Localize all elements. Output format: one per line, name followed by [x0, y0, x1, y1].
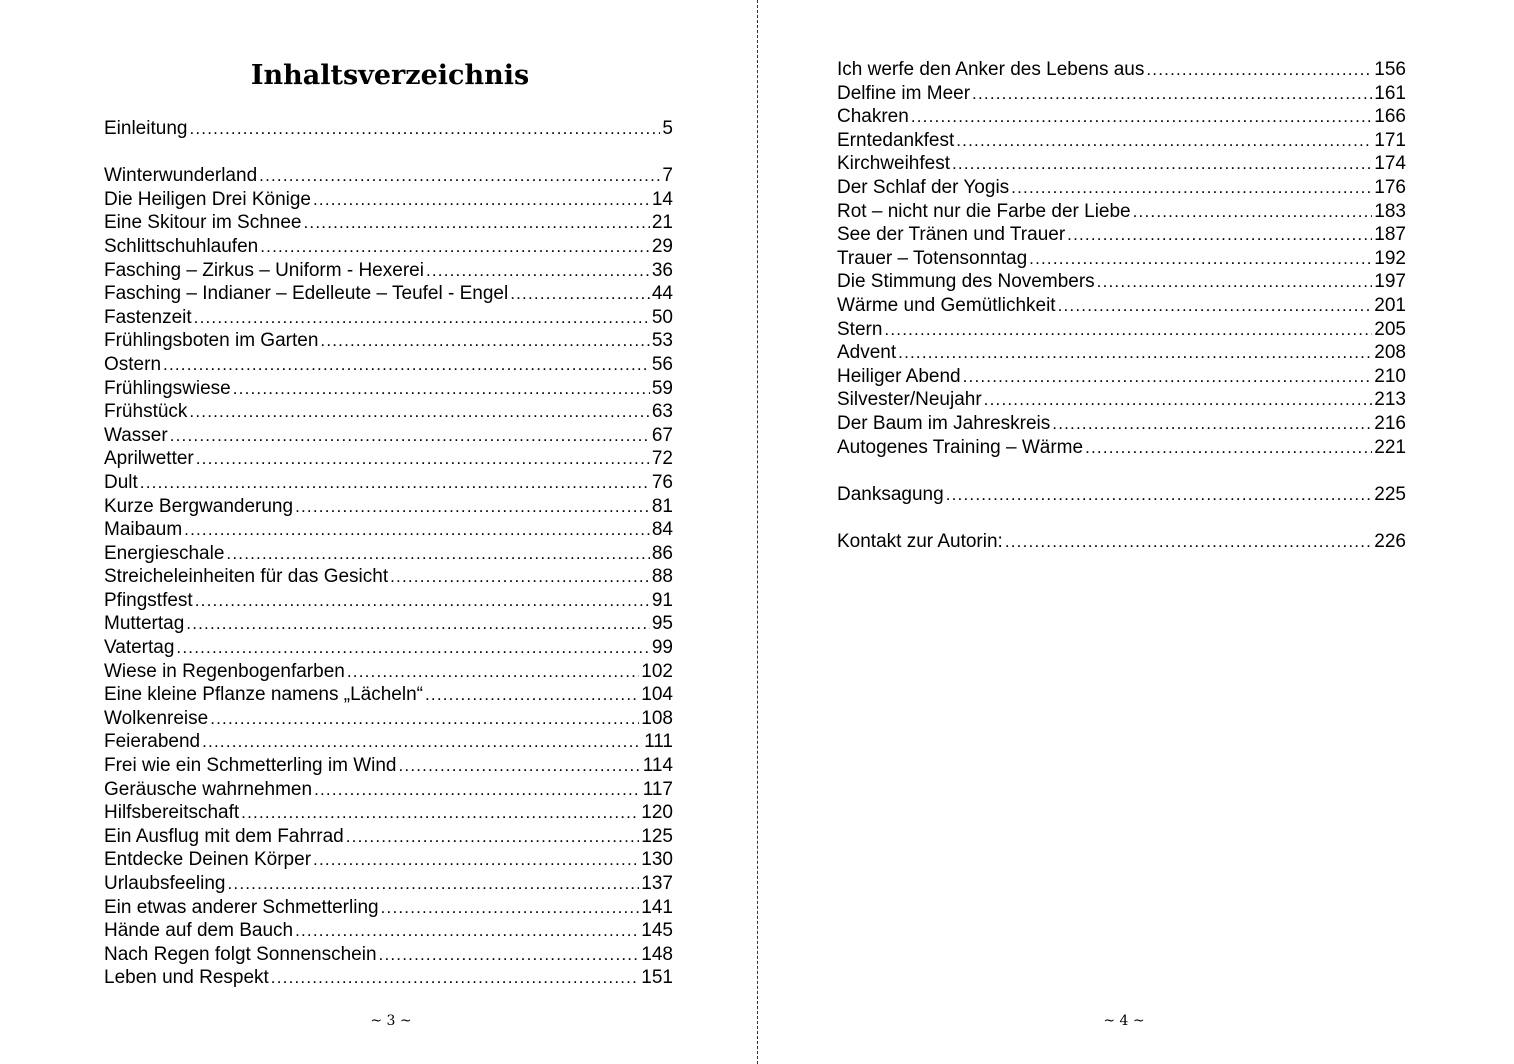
dot-leader	[320, 329, 649, 353]
toc-entry-label: Danksagung	[837, 483, 944, 505]
toc-entry-label: Maibaum	[104, 519, 183, 541]
toc-entry	[104, 801, 673, 825]
toc-entry-page: 130	[641, 849, 673, 871]
dot-leader	[347, 660, 639, 684]
toc-entry-page: 187	[1374, 224, 1406, 246]
toc-entry	[104, 707, 673, 731]
dot-leader	[210, 707, 639, 731]
toc-entry-page: 91	[651, 589, 673, 611]
toc-entry-page: 59	[651, 377, 673, 399]
toc-entry-page: 216	[1374, 412, 1406, 434]
dot-leader	[170, 424, 650, 448]
toc-entry-label: Fasching – Indianer – Edelleute – Teufel - Engel	[104, 283, 509, 305]
toc-entry	[837, 176, 1406, 200]
dot-leader	[189, 117, 660, 141]
dot-leader	[194, 306, 650, 330]
toc-entry-page: 117	[642, 778, 673, 800]
toc-entry-page: 174	[1374, 153, 1406, 175]
dot-leader	[233, 377, 650, 401]
dot-leader	[946, 483, 1373, 507]
dot-leader	[227, 872, 639, 896]
toc-entry-label: Ein Ausflug mit dem Fahrrad	[104, 825, 344, 847]
toc-entry	[837, 152, 1406, 176]
toc-entry	[104, 683, 673, 707]
toc-list-left	[104, 117, 673, 990]
toc-entry-page: 86	[651, 542, 673, 564]
toc-entry	[104, 825, 673, 849]
toc-entry-page: 84	[651, 519, 673, 541]
toc-entry	[104, 117, 673, 141]
toc-entry-label: Chakren	[837, 106, 909, 128]
dot-leader	[346, 825, 640, 849]
toc-entry	[837, 105, 1406, 129]
toc-entry-page: 67	[651, 424, 673, 446]
toc-entry-label: Kurze Bergwanderung	[104, 495, 294, 517]
toc-entry	[837, 483, 1406, 507]
toc-entry-label: Feierabend	[104, 731, 201, 753]
toc-entry-label: Leben und Respekt	[104, 967, 269, 989]
toc-entry	[104, 589, 673, 613]
page-number: ~ 4 ~	[1103, 1013, 1145, 1029]
toc-entry-label: Die Heiligen Drei Könige	[104, 188, 311, 210]
toc-entry-label: See der Tränen und Trauer	[837, 224, 1066, 246]
dot-leader	[184, 518, 650, 542]
toc-entry-label: Hände auf dem Bauch	[104, 920, 294, 942]
toc-entry-page: 137	[641, 873, 673, 894]
dot-leader	[226, 542, 649, 566]
toc-entry-label: Pfingstfest	[104, 589, 193, 611]
dot-leader	[195, 589, 650, 613]
dot-leader	[295, 495, 650, 519]
toc-entry-page: 63	[651, 401, 673, 423]
toc-entry-page: 14	[651, 188, 673, 210]
toc-entry-label: Eine kleine Pflanze namens „Lächeln“	[104, 684, 423, 706]
toc-entry-page: 221	[1374, 436, 1406, 458]
dot-leader	[189, 400, 649, 424]
toc-entry	[104, 943, 673, 967]
toc-entry-label: Streicheleinheiten für das Gesicht	[104, 566, 389, 588]
dot-leader	[1097, 270, 1373, 294]
toc-entry-label: Aprilwetter	[104, 448, 194, 470]
toc-entry	[837, 200, 1406, 224]
toc-entry	[104, 754, 673, 778]
toc-entry	[837, 530, 1406, 554]
dot-leader	[260, 235, 650, 259]
toc-entry-page: 102	[641, 660, 673, 682]
toc-entry	[104, 896, 673, 920]
toc-entry	[104, 542, 673, 566]
dot-leader	[379, 943, 640, 967]
toc-entry	[104, 966, 673, 990]
toc-entry	[104, 400, 673, 424]
toc-entry-label: Einleitung	[104, 118, 188, 139]
toc-entry-label: Kirchweihfest	[837, 153, 950, 175]
dot-leader	[510, 282, 650, 306]
toc-entry	[104, 282, 673, 306]
toc-entry	[104, 424, 673, 448]
toc-entry-page: 166	[1374, 106, 1406, 128]
toc-entry	[104, 495, 673, 519]
toc-entry-page: 81	[651, 495, 673, 517]
dot-leader	[426, 259, 650, 283]
toc-entry-page: 120	[641, 802, 673, 824]
dot-leader	[140, 471, 650, 495]
toc-entry-label: Entdecke Deinen Körper	[104, 849, 312, 871]
toc-entry-label: Winterwunderland	[104, 165, 258, 187]
dot-leader	[398, 754, 640, 778]
toc-entry-page: 36	[651, 259, 673, 281]
dot-leader	[202, 730, 642, 754]
toc-entry-page: 192	[1374, 247, 1406, 269]
toc-entry	[104, 235, 673, 259]
toc-entry	[837, 365, 1406, 389]
toc-entry-page: 50	[651, 306, 673, 328]
dot-leader	[1011, 176, 1372, 200]
toc-entry	[837, 318, 1406, 342]
toc-entry-label: Autogenes Training – Wärme	[837, 436, 1084, 458]
toc-entry	[837, 388, 1406, 412]
toc-entry-label: Wasser	[104, 424, 168, 446]
toc-entry	[104, 211, 673, 235]
dot-leader	[1029, 247, 1372, 271]
toc-entry-page: 225	[1374, 483, 1406, 505]
toc-entry-label: Frühlingsboten im Garten	[104, 330, 319, 352]
toc-entry-label: Energieschale	[104, 542, 225, 564]
toc-entry	[104, 919, 673, 943]
toc-entry	[104, 518, 673, 542]
toc-entry-label: Dult	[104, 471, 138, 493]
toc-entry	[104, 377, 673, 401]
toc-entry	[104, 188, 673, 212]
toc-entry-label: Hilfsbereitschaft	[104, 802, 240, 824]
dot-leader	[241, 801, 639, 825]
toc-entry-page: 72	[651, 448, 673, 470]
dot-leader	[1067, 223, 1372, 247]
page-title: Inhaltsverzeichnis	[250, 60, 530, 91]
toc-entry-label: Urlaubsfeeling	[104, 873, 226, 894]
toc-entry-label: Ein etwas anderer Schmetterling	[104, 896, 379, 918]
toc-entry	[104, 471, 673, 495]
dot-leader	[271, 966, 640, 990]
toc-entry-page: 88	[651, 566, 673, 588]
dot-leader	[425, 683, 639, 707]
toc-entry-label: Geräusche wahrnehmen	[104, 778, 313, 800]
toc-list-right	[837, 58, 1406, 553]
toc-entry-page: 213	[1374, 389, 1406, 411]
toc-entry	[837, 294, 1406, 318]
toc-entry-page: 171	[1374, 129, 1406, 151]
toc-entry-label: Nach Regen folgt Sonnenschein	[104, 943, 377, 965]
toc-entry-label: Kontakt zur Autorin:	[837, 530, 1003, 552]
dot-leader	[295, 919, 639, 943]
toc-entry	[837, 412, 1406, 436]
toc-entry-label: Wärme und Gemütlichkeit	[837, 294, 1056, 316]
toc-entry-page: 5	[662, 118, 673, 139]
toc-entry	[837, 82, 1406, 106]
toc-entry	[104, 872, 673, 896]
dot-leader	[163, 353, 650, 377]
toc-entry	[104, 848, 673, 872]
toc-entry-label: Stern	[837, 318, 883, 340]
toc-entry-page: 226	[1374, 530, 1406, 552]
toc-entry-label: Frühstück	[104, 401, 188, 423]
toc-entry	[837, 247, 1406, 271]
toc-entry-label: Rot – nicht nur die Farbe der Liebe	[837, 200, 1131, 222]
toc-entry	[104, 612, 673, 636]
toc-entry-page: 145	[641, 920, 673, 942]
toc-entry-page: 44	[651, 283, 673, 305]
toc-entry-label: Ich werfe den Anker des Lebens aus	[837, 59, 1145, 80]
toc-entry-label: Muttertag	[104, 613, 185, 635]
toc-entry-label: Ostern	[104, 353, 162, 375]
toc-entry-page: 76	[651, 471, 673, 493]
toc-entry	[104, 636, 673, 660]
toc-entry-page: 29	[651, 235, 673, 257]
toc-entry	[837, 58, 1406, 82]
toc-entry-label: Delfine im Meer	[837, 82, 971, 104]
toc-entry	[104, 565, 673, 589]
dot-leader	[1005, 530, 1372, 554]
toc-entry-page: 141	[641, 896, 673, 918]
toc-entry-page: 7	[662, 165, 673, 187]
toc-entry-page: 108	[641, 707, 673, 729]
toc-entry-page: 210	[1374, 365, 1406, 387]
dot-leader	[1085, 436, 1372, 460]
toc-entry	[104, 778, 673, 802]
dot-leader	[381, 896, 640, 920]
toc-entry-label: Wiese in Regenbogenfarben	[104, 660, 345, 682]
toc-entry-label: Fasching – Zirkus – Uniform - Hexerei	[104, 259, 424, 281]
dot-leader	[313, 188, 650, 212]
toc-entry-label: Erntedankfest	[837, 129, 955, 151]
toc-entry-label: Wolkenreise	[104, 707, 209, 729]
toc-entry-label: Der Baum im Jahreskreis	[837, 412, 1051, 434]
dot-leader	[984, 388, 1373, 412]
toc-entry-page: 114	[642, 755, 673, 777]
toc-entry	[104, 447, 673, 471]
dot-leader	[972, 82, 1372, 106]
toc-entry-page: 104	[641, 684, 673, 706]
dot-leader	[884, 318, 1372, 342]
dot-leader	[259, 164, 660, 188]
toc-entry	[837, 341, 1406, 365]
toc-entry	[837, 223, 1406, 247]
toc-entry-label: Der Schlaf der Yogis	[837, 176, 1010, 198]
toc-entry	[104, 660, 673, 684]
toc-entry	[837, 129, 1406, 153]
dot-leader	[314, 778, 641, 802]
toc-entry	[104, 306, 673, 330]
toc-entry	[104, 353, 673, 377]
toc-entry	[837, 270, 1406, 294]
toc-entry	[104, 730, 673, 754]
toc-entry-page: 183	[1374, 200, 1406, 222]
toc-entry-page: 197	[1374, 271, 1406, 293]
toc-entry-label: Silvester/Neujahr	[837, 389, 982, 411]
toc-entry	[837, 436, 1406, 460]
toc-entry-label: Frei wie ein Schmetterling im Wind	[104, 755, 397, 777]
toc-entry-page: 208	[1374, 342, 1406, 364]
dot-leader	[956, 129, 1372, 153]
dot-leader	[952, 152, 1372, 176]
toc-entry-page: 205	[1374, 318, 1406, 340]
toc-entry	[104, 164, 673, 188]
dot-leader	[390, 565, 650, 589]
toc-entry-label: Trauer – Totensonntag	[837, 247, 1028, 269]
dot-leader	[186, 612, 650, 636]
toc-entry-label: Die Stimmung des Novembers	[837, 271, 1095, 293]
toc-entry-page: 21	[651, 212, 673, 234]
dot-leader	[313, 848, 639, 872]
dot-leader	[1058, 294, 1373, 318]
toc-entry-page: 161	[1374, 82, 1406, 104]
dot-leader	[196, 447, 650, 471]
toc-entry-label: Heiliger Abend	[837, 365, 961, 387]
dot-leader	[304, 211, 650, 235]
toc-entry-page: 56	[651, 353, 673, 375]
dot-leader	[176, 636, 649, 660]
dot-leader	[1146, 58, 1372, 82]
page-number: ~ 3 ~	[370, 1013, 412, 1029]
dot-leader	[898, 341, 1372, 365]
toc-entry-page: 125	[641, 825, 673, 847]
toc-entry-page: 201	[1374, 294, 1406, 316]
toc-entry-page: 95	[651, 613, 673, 635]
toc-entry-label: Eine Skitour im Schnee	[104, 212, 302, 234]
toc-entry-page: 99	[651, 637, 673, 659]
toc-entry-label: Advent	[837, 342, 897, 364]
toc-entry-page: 156	[1374, 59, 1406, 80]
toc-entry-label: Vatertag	[104, 637, 175, 659]
dot-leader	[1052, 412, 1372, 436]
dot-leader	[911, 105, 1372, 129]
toc-entry	[104, 259, 673, 283]
dot-leader	[1133, 200, 1373, 224]
toc-entry-label: Schlittschuhlaufen	[104, 235, 259, 257]
toc-entry	[104, 329, 673, 353]
toc-entry-label: Fastenzeit	[104, 306, 192, 328]
toc-entry-page: 111	[644, 731, 673, 753]
toc-entry-page: 151	[641, 967, 673, 989]
toc-entry-page: 53	[651, 330, 673, 352]
dot-leader	[963, 365, 1373, 389]
toc-entry-page: 176	[1374, 176, 1406, 198]
toc-entry-label: Frühlingswiese	[104, 377, 231, 399]
toc-entry-page: 148	[641, 943, 673, 965]
